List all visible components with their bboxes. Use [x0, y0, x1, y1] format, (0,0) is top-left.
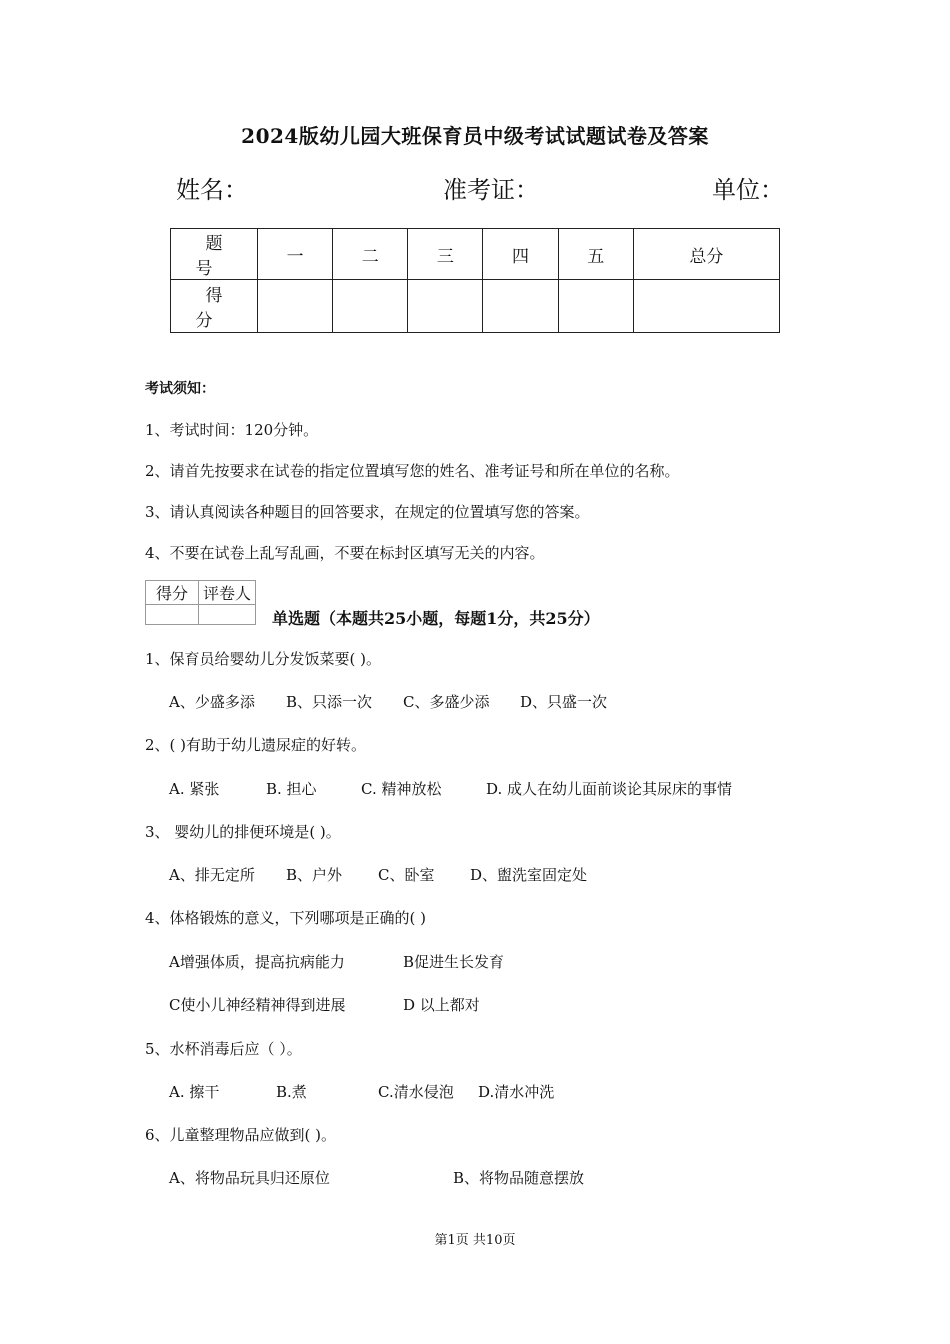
question-option: D、只盛一次	[520, 693, 608, 711]
question-option: B、将物品随意摆放	[453, 1169, 585, 1187]
question-option: A. 擦干	[169, 1083, 220, 1101]
question-option: A. 紧张	[169, 780, 220, 798]
page-footer: 第1页 共10页	[434, 1233, 516, 1248]
question-text: 5、水杯消毒后应（ ）。	[145, 1040, 302, 1058]
question-option: D. 成人在幼儿面前谈论其尿床的事情	[486, 780, 733, 798]
score-input-cell[interactable]	[483, 280, 558, 333]
score-table-score-row	[171, 280, 780, 333]
notice-item: 2、请首先按要求在试卷的指定位置填写您的姓名、准考证号和所在单位的名称。	[145, 462, 680, 480]
notice-item: 4、不要在试卷上乱写乱画，不要在标封区填写无关的内容。	[145, 544, 545, 562]
question-text: 6、儿童整理物品应做到( )。	[145, 1126, 337, 1144]
notice-item: 1、考试时间：120分钟。	[145, 421, 319, 439]
score-table	[170, 228, 780, 333]
notice-item: 3、请认真阅读各种题目的回答要求，在规定的位置填写您的答案。	[145, 503, 590, 521]
score-input-cell[interactable]	[558, 280, 633, 333]
score-table-cell: 二	[333, 229, 408, 280]
section-title: 单选题（本题共25小题，每题1分，共25分）	[272, 609, 600, 628]
score-input-cell[interactable]	[633, 280, 779, 333]
question-option: C使小儿神经精神得到进展	[169, 996, 346, 1014]
question-option: C. 精神放松	[361, 780, 442, 798]
score-table-cell: 四	[483, 229, 558, 280]
exam-id-field-label: 准考证：	[443, 176, 539, 204]
question-option: B、只添一次	[286, 693, 373, 711]
score-input-cell[interactable]	[408, 280, 483, 333]
question-option: D.清水冲洗	[478, 1083, 555, 1101]
document-title: 2024版幼儿园大班保育员中级考试试题试卷及答案	[241, 124, 709, 148]
question-text: 3、 婴幼儿的排便环境是( )。	[145, 823, 341, 841]
score-table-cell: 题 号	[171, 229, 258, 280]
notice-title: 考试须知：	[145, 381, 215, 397]
score-table-cell: 三	[408, 229, 483, 280]
question-option: C、卧室	[378, 866, 435, 884]
score-table-cell: 一	[258, 229, 333, 280]
question-option: A、将物品玩具归还原位	[169, 1169, 330, 1187]
question-option: C、多盛少添	[403, 693, 490, 711]
question-option: B. 担心	[266, 780, 317, 798]
question-option: A增强体质，提高抗病能力	[169, 953, 345, 971]
question-text: 4、体格锻炼的意义，下列哪项是正确的( )	[145, 909, 427, 927]
grader-reviewer-cell[interactable]	[199, 605, 256, 625]
question-option: D 以上都对	[403, 996, 480, 1014]
question-option: B促进生长发育	[403, 953, 505, 971]
score-table-cell: 五	[558, 229, 633, 280]
score-input-cell[interactable]	[333, 280, 408, 333]
name-field-label: 姓名：	[176, 176, 248, 204]
question-option: C.清水侵泡	[378, 1083, 454, 1101]
question-option: A、排无定所	[169, 866, 255, 884]
question-text: 1、保育员给婴幼儿分发饭菜要( )。	[145, 650, 382, 668]
question-option: D、盥洗室固定处	[470, 866, 588, 884]
grader-score-cell[interactable]	[146, 605, 199, 625]
score-table-cell: 得 分	[171, 280, 258, 333]
score-table-header-row	[171, 229, 780, 280]
grader-score-label: 得分	[146, 581, 199, 605]
score-table-cell: 总分	[633, 229, 779, 280]
question-option: B、户外	[286, 866, 343, 884]
question-option: B.煮	[276, 1083, 307, 1101]
unit-field-label: 单位：	[712, 176, 784, 204]
question-option: A、少盛多添	[169, 693, 255, 711]
score-input-cell[interactable]	[258, 280, 333, 333]
grader-box	[145, 580, 256, 625]
question-text: 2、( )有助于幼儿遗尿症的好转。	[145, 736, 367, 754]
grader-reviewer-label: 评卷人	[199, 581, 256, 605]
